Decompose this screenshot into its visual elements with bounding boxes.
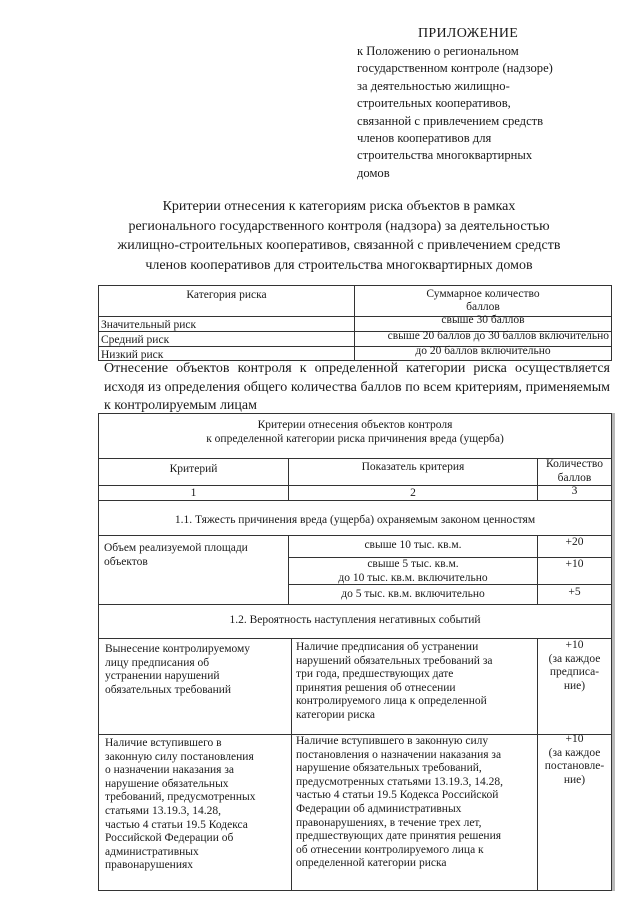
- title-line: членов кооперативов для строительства многоквартирных домов: [145, 257, 533, 273]
- appendix-subtitle: [357, 43, 607, 182]
- criterion-line: частью 4 статьи 19.5 Кодекса: [105, 818, 248, 831]
- column-number: 1: [190, 487, 197, 499]
- appendix-line: к Положению о региональном: [357, 44, 519, 58]
- criterion-line: объектов: [104, 555, 148, 568]
- risk-category-table: [98, 285, 612, 361]
- indicator-line: частью 4 статьи 19.5 Кодекса Российской: [296, 789, 499, 802]
- criterion-line: требований, предусмотренных: [105, 791, 256, 804]
- document-title: [84, 197, 594, 275]
- appendix-line: связанной с привлечением средств: [357, 113, 544, 128]
- column-divider: [291, 638, 292, 890]
- indicator-line: постановления о назначении наказания за: [296, 748, 502, 761]
- title-line: Критерии отнесения к категориям риска объектов в рамках: [162, 199, 516, 214]
- indicator-line: нарушение обязательных требований,: [296, 762, 482, 775]
- row-divider: [99, 535, 611, 536]
- column-number: 2: [410, 487, 416, 499]
- points-line: ние): [563, 773, 586, 786]
- penalty-indicator-cell: [296, 735, 503, 871]
- criterion-line: обязательных требований: [105, 683, 232, 696]
- area-indicator-cell: [289, 558, 537, 585]
- criterion-line: Наличие вступившего в: [105, 737, 222, 749]
- penalty-points-cell: [538, 733, 611, 787]
- prescription-indicator-cell: [296, 641, 492, 723]
- risk-paragraph: Отнесение объектов контроля к определенной категории риска осуществляется исходя из определения общего количества баллов по всем критериям, применяемым к контролируемым лицам: [104, 361, 610, 413]
- criterion-line: Вынесение контролируемому: [105, 643, 251, 655]
- criterion-line: статьями 13.19.3, 14.28,: [105, 804, 221, 817]
- indicator-line: три года, предшествующих дате: [296, 668, 454, 681]
- indicator-line: категории риска: [296, 708, 375, 721]
- appendix-line: строительных кооперативов,: [357, 96, 511, 111]
- header-points-line: баллов: [557, 471, 592, 484]
- risk-category-cell: Низкий риск: [101, 349, 164, 361]
- indicator-line: правонарушениях, в течение трех лет,: [296, 816, 482, 829]
- criterion-line: лицу предписания об: [105, 656, 210, 669]
- criterion-line: о назначении наказания за: [105, 764, 234, 777]
- risk-points-cell: свыше 30 баллов: [441, 314, 525, 326]
- table-title-line: Критерии отнесения объектов контроля: [257, 419, 453, 431]
- indicator-line: определенной категории риска: [296, 857, 447, 870]
- risk-category-cell: Значительный риск: [101, 319, 197, 331]
- prescription-points-cell: [538, 639, 611, 693]
- column-number: 3: [571, 485, 578, 497]
- indicator-line: предшествующих дате принятия решения: [296, 830, 502, 843]
- risk-header-category: Категория риска: [186, 289, 267, 301]
- area-points-cell: +10: [565, 558, 584, 570]
- criterion-line: законную силу постановления: [105, 750, 254, 763]
- indicator-line: предусмотренных статьями 13.19.3, 14.28,: [296, 775, 504, 788]
- header-points-line: баллов: [466, 301, 500, 313]
- scan-shadow: [612, 413, 615, 891]
- risk-points-cell: до 20 баллов включительно: [415, 345, 551, 357]
- appendix-title: ПРИЛОЖЕНИЕ: [418, 26, 519, 41]
- indicator-line: контролируемого лица к определенной: [296, 695, 487, 708]
- points-line: постановле-: [544, 760, 605, 773]
- area-points-cell: +20: [565, 536, 584, 548]
- section-heading: 1.2. Вероятность наступления негативных событий: [229, 614, 481, 626]
- indicator-line: принятия решения об отнесении: [296, 681, 456, 694]
- penalty-criterion-cell: [105, 737, 255, 873]
- area-points-cell: +5: [568, 586, 581, 598]
- criterion-line: Российской Федерации об: [105, 832, 234, 845]
- appendix-line: домов: [357, 165, 390, 180]
- row-divider: [99, 604, 611, 605]
- row-divider: [99, 458, 611, 459]
- indicator-line: свыше 5 тыс. кв.м.: [367, 558, 459, 570]
- points-line: +10: [565, 733, 584, 745]
- indicator-line: Наличие вступившего в законную силу: [296, 735, 489, 747]
- indicator-line: нарушений обязательных требований за: [296, 654, 493, 667]
- header-points: [538, 458, 611, 485]
- risk-category-cell: Средний риск: [101, 334, 170, 346]
- area-criterion-cell: [104, 542, 248, 569]
- criteria-table-title: [99, 419, 611, 446]
- section-heading: 1.1. Тяжесть причинения вреда (ущерба) охраняемым законом ценностям: [174, 514, 536, 526]
- criteria-table: [98, 413, 612, 891]
- points-line: +10: [565, 639, 584, 651]
- row-divider: [99, 638, 611, 639]
- risk-header-points: [355, 288, 611, 314]
- row-divider: [99, 485, 611, 486]
- appendix-line: строительства многоквартирных: [357, 148, 533, 163]
- indicator-line: до 10 тыс. кв.м. включительно: [338, 571, 488, 584]
- area-indicator-cell: свыше 10 тыс. кв.м.: [364, 539, 462, 551]
- indicator-line: Федерации об административных: [296, 802, 462, 815]
- risk-points-cell: свыше 20 баллов до 30 баллов включительно: [387, 330, 609, 342]
- criterion-line: правонарушениях: [105, 859, 194, 872]
- title-line: жилищно-строительных кооперативов, связанной с привлечением средств: [117, 238, 561, 254]
- points-line: предписа-: [549, 666, 600, 679]
- criterion-line: административных: [105, 845, 199, 858]
- indicator-line: об отнесении контролируемого лица к: [296, 843, 484, 856]
- points-line: ние): [563, 679, 586, 692]
- points-line: (за каждое: [548, 652, 601, 665]
- header-points-line: Суммарное количество: [426, 288, 540, 300]
- indicator-line: Наличие предписания об устранении: [296, 641, 479, 653]
- header-points-line: Количество: [546, 458, 603, 470]
- header-criterion: Критерий: [169, 463, 218, 475]
- criterion-line: устранении нарушений: [105, 670, 220, 683]
- header-indicator: Показатель критерия: [361, 461, 465, 473]
- criterion-line: Объем реализуемой площади: [104, 542, 248, 554]
- title-line: регионального государственного контроля (надзора) за деятельностью: [128, 218, 550, 234]
- appendix-line: за деятельностью жилищно-: [357, 78, 510, 93]
- appendix-line: государственном контроле (надзоре): [357, 61, 553, 76]
- points-line: (за каждое: [548, 746, 601, 759]
- area-indicator-cell: до 5 тыс. кв.м. включительно: [341, 588, 485, 600]
- appendix-line: членов кооперативов для: [357, 131, 492, 146]
- prescription-criterion-cell: [105, 643, 250, 697]
- table-title-line: к определенной категории риска причинения вреда (ущерба): [206, 432, 504, 445]
- criterion-line: нарушение обязательных: [105, 777, 229, 790]
